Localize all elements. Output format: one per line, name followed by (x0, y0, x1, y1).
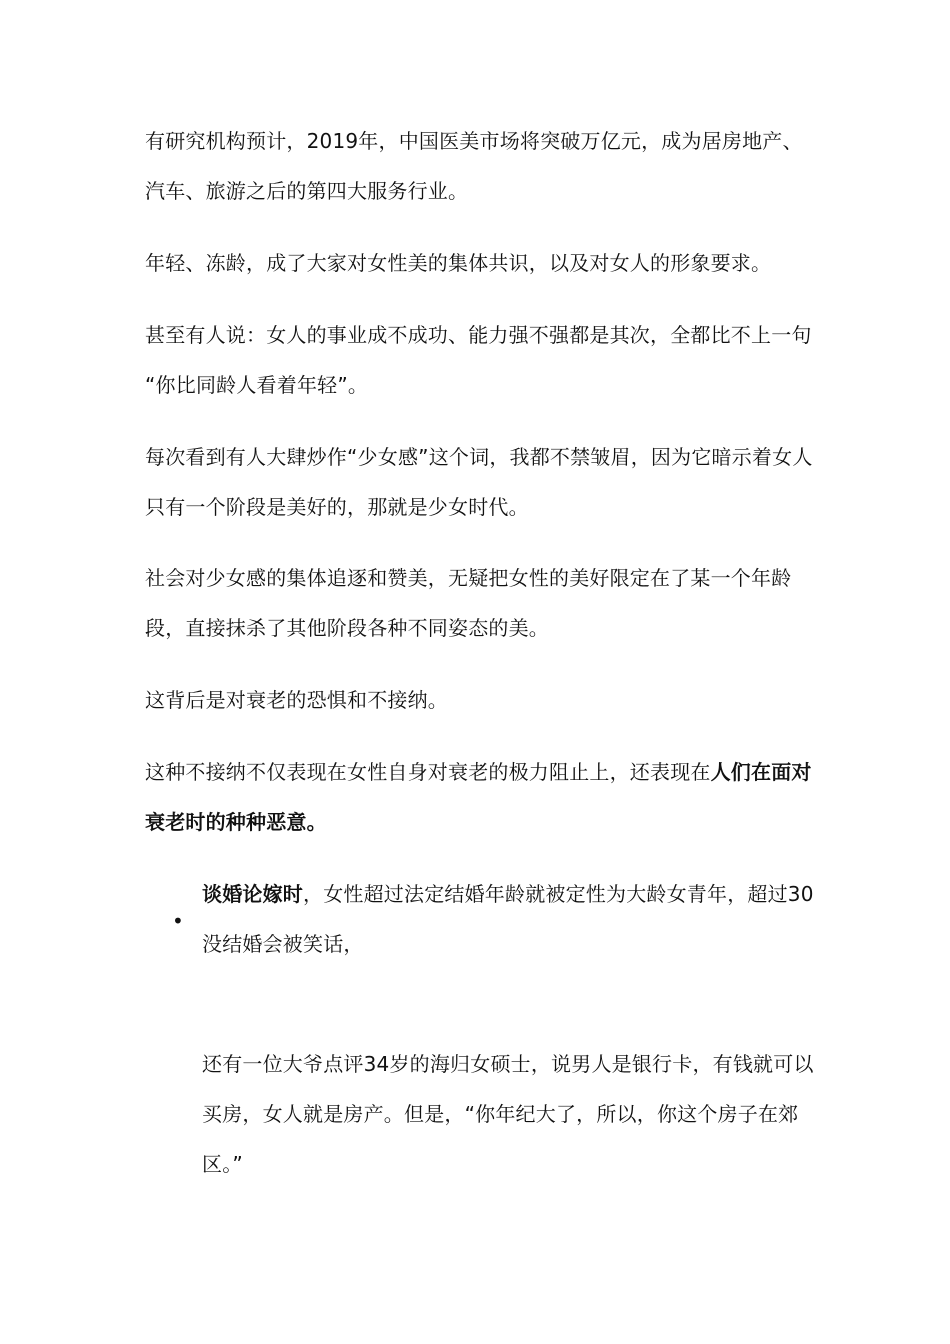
paragraph-fear-of-aging: 这背后是对衰老的恐惧和不接纳。 (145, 688, 448, 712)
paragraph-career-vs-youth: 甚至有人说：女人的事业成不成功、能力强不强都是其次，全都比不上一句 “你比同龄人看着年轻”。 (145, 323, 812, 397)
bullet-item-emphasis: 谈婚论嫁时 (202, 882, 303, 906)
paragraph-medical-beauty-market: 有研究机构预计，2019年，中国医美市场将突破万亿元，成为居房地产、汽车、旅游之后的第四大服务行业。 (145, 129, 803, 203)
paragraph-non-acceptance-text: 这种不接纳不仅表现在女性自身对衰老的极力阻止上，还表现在 (145, 760, 711, 784)
paragraph-age-limited-beauty: 社会对少女感的集体追逐和赞美，无疑把女性的美好限定在了某一个年龄段，直接抹杀了其他阶段各种不同姿态的美。 (145, 566, 792, 640)
paragraph-youth-consensus: 年轻、冻龄，成了大家对女性美的集体共识，以及对女人的形象要求。 (145, 251, 772, 275)
bullet-item-marriage (202, 869, 817, 969)
bullet-item-text: ，女性超过法定结婚年龄就被定性为大龄女青年，超过30没结婚会被笑话， (202, 882, 814, 956)
paragraph-house-metaphor: 还有一位大爷点评34岁的海归女硕士，说男人是银行卡，有钱就可以买房，女人就是房产。但是，“你年纪大了，所以，你这个房子在郊区。” (202, 1052, 814, 1176)
paragraph-girlish-feeling: 每次看到有人大肆炒作“少女感”这个词，我都不禁皱眉，因为它暗示着女人只有一个阶段是美好的，那就是少女时代。 (145, 445, 813, 519)
paragraph-non-acceptance-emphasis: 人们在面对衰老时的种种恶意。 (145, 760, 812, 834)
paragraph-non-acceptance (145, 747, 817, 847)
bullet-marker: • (172, 909, 184, 933)
